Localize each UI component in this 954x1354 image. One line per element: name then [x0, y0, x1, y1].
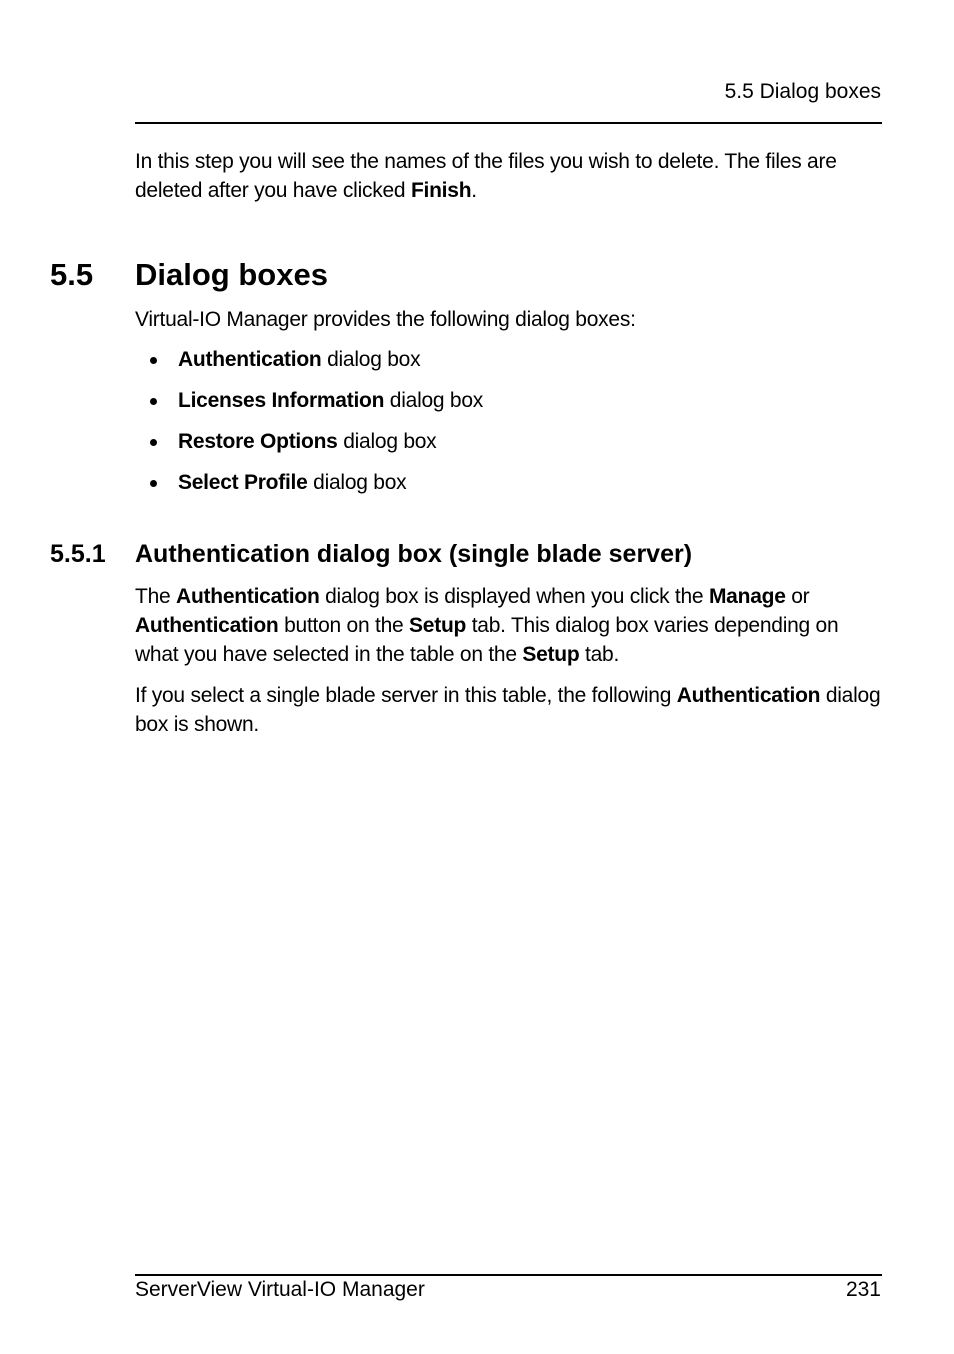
list-item-text: dialog box: [307, 471, 407, 494]
p1-text: button on the: [278, 614, 410, 637]
bullet-icon: [150, 480, 157, 487]
footer-doc-title: ServerView Virtual-IO Manager: [135, 1278, 425, 1301]
p1-bold: Setup: [409, 614, 467, 637]
p1-text: tab. This dialog box varies depending on what you have selected in the table on the: [135, 614, 839, 666]
p1-bold: Authentication: [135, 614, 279, 637]
list-item: [150, 427, 483, 468]
list-item-text: dialog box: [321, 348, 421, 371]
footer-rule: [135, 1274, 882, 1276]
section-lead: Virtual-IO Manager provides the following dialog boxes:: [135, 308, 636, 331]
intro-paragraph: [135, 147, 887, 205]
list-item-text: dialog box: [384, 389, 484, 412]
subsection-title: Authentication dialog box (single blade server): [135, 540, 693, 568]
list-item-bold: Select Profile: [178, 471, 308, 494]
p1-text: or: [785, 585, 810, 608]
intro-text-end: .: [471, 179, 477, 202]
list-item-text: dialog box: [337, 430, 437, 453]
header-rule: [135, 122, 882, 124]
bullet-icon: [150, 439, 157, 446]
footer-page-number: 231: [845, 1278, 881, 1301]
bullet-icon: [150, 357, 157, 364]
list-item: [150, 468, 483, 509]
p1-text: The: [135, 585, 177, 608]
intro-text: In this step you will see the names of the files you wish to delete. The files are deleted after you have clicked: [135, 150, 837, 202]
list-item-bold: Restore Options: [178, 430, 338, 453]
section-number: 5.5: [50, 257, 94, 292]
p1-bold: Authentication: [176, 585, 320, 608]
list-item-bold: Authentication: [178, 348, 322, 371]
dialog-box-list: [150, 345, 483, 509]
section-title: Dialog boxes: [135, 257, 328, 292]
subsection-paragraph-2: [135, 681, 887, 739]
p1-bold: Setup: [522, 643, 580, 666]
subsection-number: 5.5.1: [50, 540, 106, 568]
subsection-paragraph-1: [135, 582, 887, 669]
list-item-bold: Licenses Information: [178, 389, 385, 412]
p2-text: If you select a single blade server in this table, the following: [135, 684, 677, 707]
list-item: [150, 345, 483, 386]
intro-bold-finish: Finish: [410, 179, 472, 202]
running-header: 5.5 Dialog boxes: [724, 80, 881, 103]
p2-text: dialog box is shown.: [135, 684, 881, 736]
p1-bold: Manage: [708, 585, 786, 608]
bullet-icon: [150, 398, 157, 405]
p1-text: tab.: [579, 643, 620, 666]
p1-text: dialog box is displayed when you click the: [319, 585, 709, 608]
list-item: [150, 386, 483, 427]
p2-bold: Authentication: [676, 684, 821, 707]
